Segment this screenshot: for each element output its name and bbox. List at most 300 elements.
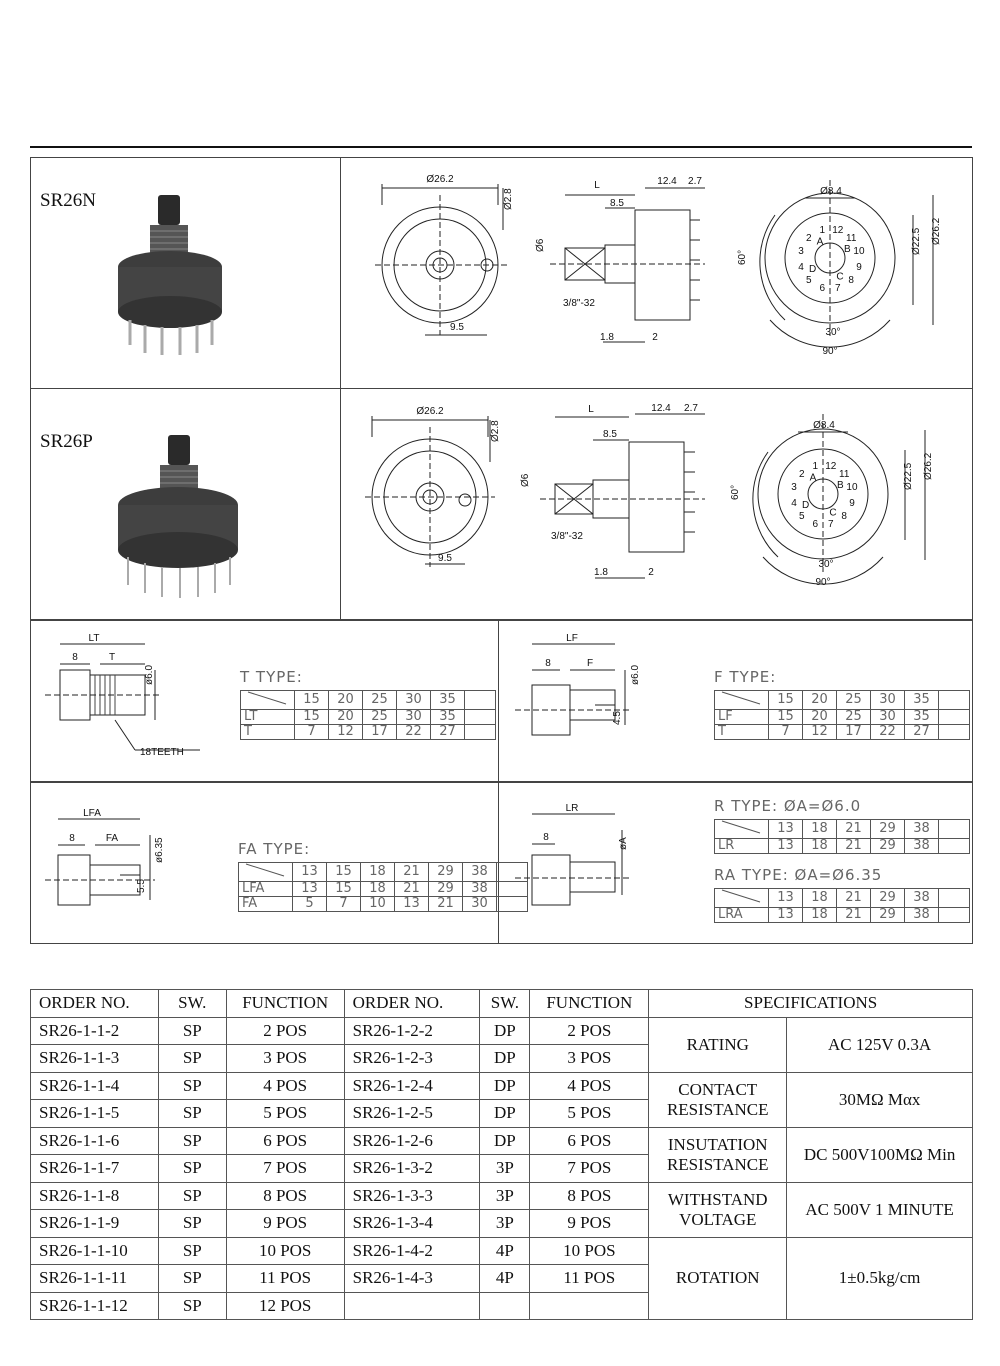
switch-type: 4P xyxy=(480,1265,530,1293)
option-cell: 7 xyxy=(769,725,803,740)
dim-d6: Ø6 xyxy=(535,238,546,252)
option-cell: 13 xyxy=(769,839,803,854)
switch-type: 3P xyxy=(480,1155,530,1183)
option-cell: 18 xyxy=(803,839,837,854)
order-no: SR26-1-1-4 xyxy=(31,1072,159,1100)
option-cell: 21 xyxy=(837,839,871,854)
function: 6 POS xyxy=(226,1127,344,1155)
dim-d22-5: Ø22.5 xyxy=(911,227,922,255)
fa-type-title: FA TYPE: xyxy=(238,840,311,858)
sr26n-photo xyxy=(100,185,250,365)
front-view-p xyxy=(365,406,501,567)
sr26p-label: SR26P xyxy=(40,431,93,452)
order-no: SR26-1-4-2 xyxy=(344,1237,480,1265)
option-blank-cell xyxy=(465,691,496,710)
switch-type: SP xyxy=(158,1127,226,1155)
pin-letter: D xyxy=(802,500,810,511)
option-cell: 38 xyxy=(905,839,939,854)
switch-type: DP xyxy=(480,1045,530,1073)
spec-value: AC 500V 1 MINUTE xyxy=(787,1182,973,1237)
pin-number: 10 xyxy=(846,482,858,494)
dim-r-da: øA xyxy=(618,837,629,850)
pin-number: 7 xyxy=(834,282,841,294)
dim-f-8: 8 xyxy=(545,658,551,669)
switch-type: 4P xyxy=(480,1237,530,1265)
pin-number: 5 xyxy=(806,275,812,287)
pin-number: 8 xyxy=(848,275,854,287)
option-row xyxy=(715,725,970,740)
pin-number: 2 xyxy=(799,468,805,480)
function: 12 POS xyxy=(226,1292,344,1320)
option-cell: 21 xyxy=(429,897,463,912)
function: 4 POS xyxy=(226,1072,344,1100)
pin-letter: C xyxy=(829,507,837,519)
header-cell: FUNCTION xyxy=(530,990,649,1018)
dim-r26-2: Ø26.2 xyxy=(931,217,942,245)
option-cell: 22 xyxy=(397,725,431,740)
option-row-head: LFA xyxy=(239,882,293,897)
t-type-title: T TYPE: xyxy=(240,668,303,686)
option-cell: 30 xyxy=(463,897,497,912)
order-no: SR26-1-1-9 xyxy=(31,1210,159,1238)
function: 10 POS xyxy=(226,1237,344,1265)
pin-number: 4 xyxy=(798,261,804,273)
option-cell: 29 xyxy=(871,839,905,854)
dim-f-d45: 4.5 xyxy=(612,711,623,725)
option-row xyxy=(715,710,970,725)
spec-name: CONTACT RESISTANCE xyxy=(649,1072,787,1127)
ra-type-title: RA TYPE: ØA=Ø6.35 xyxy=(714,866,883,884)
dim-p-d2: 2 xyxy=(648,567,654,578)
option-cell: 38 xyxy=(905,908,939,923)
dim-t-teeth: 18TEETH xyxy=(140,747,184,758)
dim-p-d6: Ø6 xyxy=(520,473,531,487)
option-cell: 25 xyxy=(837,691,871,710)
option-cell: 18 xyxy=(361,882,395,897)
f-type-drawing xyxy=(510,630,670,770)
function xyxy=(530,1292,649,1320)
pin-number: 6 xyxy=(812,518,819,530)
function: 7 POS xyxy=(226,1155,344,1183)
function: 8 POS xyxy=(226,1182,344,1210)
pin-number: 9 xyxy=(856,261,862,273)
switch-type: SP xyxy=(158,1017,226,1045)
function: 2 POS xyxy=(530,1017,649,1045)
switch-type: SP xyxy=(158,1155,226,1183)
pin-letter: C xyxy=(836,271,844,283)
table-row xyxy=(31,1182,973,1210)
option-cell: 7 xyxy=(295,725,329,740)
option-row-head: LT xyxy=(241,710,295,725)
sr26p-photo xyxy=(100,425,250,610)
table-row xyxy=(31,1017,973,1045)
option-row-head xyxy=(715,889,769,908)
pin-labels xyxy=(798,225,865,294)
t-type-drawing xyxy=(40,630,220,770)
dim-t-8: 8 xyxy=(72,652,78,663)
dim-fa-d55: 5.5 xyxy=(136,879,147,893)
pin-number: 12 xyxy=(825,461,837,473)
option-cell: 29 xyxy=(429,863,463,882)
switch-type: SP xyxy=(158,1210,226,1238)
switch-type xyxy=(480,1292,530,1320)
option-cell: 30 xyxy=(397,691,431,710)
spec-name: INSUTATION RESISTANCE xyxy=(649,1127,787,1182)
option-cell: 29 xyxy=(871,889,905,908)
option-cell: 18 xyxy=(361,863,395,882)
top-rule xyxy=(30,146,972,148)
pin-number: 8 xyxy=(841,511,847,523)
option-row xyxy=(239,882,528,897)
r-type-drawing xyxy=(510,800,660,930)
table-row xyxy=(31,1072,973,1100)
option-row xyxy=(715,839,970,854)
header-cell: SW. xyxy=(480,990,530,1018)
pin-letter: B xyxy=(843,244,851,255)
dim-p-d8-4: Ø8.4 xyxy=(813,420,835,431)
order-no: SR26-1-2-3 xyxy=(344,1045,480,1073)
dim-t-d6: ø6.0 xyxy=(144,664,155,685)
header-cell: ORDER NO. xyxy=(344,990,480,1018)
option-cell: 29 xyxy=(871,820,905,839)
option-cell: 35 xyxy=(905,691,939,710)
function: 11 POS xyxy=(226,1265,344,1293)
option-row xyxy=(715,889,970,908)
pin-letter: D xyxy=(809,264,817,275)
function: 10 POS xyxy=(530,1237,649,1265)
option-cell: 18 xyxy=(803,889,837,908)
function: 2 POS xyxy=(226,1017,344,1045)
dim-d8-4: Ø8.4 xyxy=(820,186,842,197)
t-type-table xyxy=(240,690,496,740)
option-cell: 13 xyxy=(395,897,429,912)
option-cell: 15 xyxy=(769,710,803,725)
option-row xyxy=(241,710,496,725)
r-type-title: R TYPE: ØA=Ø6.0 xyxy=(714,797,862,815)
pin-number: 6 xyxy=(819,282,826,294)
option-cell: 30 xyxy=(871,710,905,725)
dim-p-d26-2: Ø26.2 xyxy=(416,406,444,417)
option-row xyxy=(239,863,528,882)
pin-number: 9 xyxy=(849,497,855,509)
order-no: SR26-1-3-4 xyxy=(344,1210,480,1238)
dim-f-f: F xyxy=(586,658,594,669)
option-cell: 38 xyxy=(905,889,939,908)
option-row xyxy=(241,691,496,710)
option-row xyxy=(715,820,970,839)
sr26n-label: SR26N xyxy=(40,190,96,211)
option-cell: 12 xyxy=(329,725,363,740)
table-row xyxy=(31,1127,973,1155)
option-cell: 25 xyxy=(363,710,397,725)
option-cell: 38 xyxy=(463,882,497,897)
option-cell: 15 xyxy=(295,710,329,725)
option-row-head: LF xyxy=(715,710,769,725)
option-cell: 15 xyxy=(769,691,803,710)
order-no: SR26-1-4-3 xyxy=(344,1265,480,1293)
function: 8 POS xyxy=(530,1182,649,1210)
option-row-head: FA xyxy=(239,897,293,912)
pin-number: 3 xyxy=(798,246,804,258)
option-cell: 22 xyxy=(871,725,905,740)
order-no: SR26-1-1-7 xyxy=(31,1155,159,1183)
pin-number: 7 xyxy=(827,518,834,530)
spec-name: RATING xyxy=(649,1017,787,1072)
switch-type: SP xyxy=(158,1237,226,1265)
option-cell: 30 xyxy=(871,691,905,710)
pin-number: 11 xyxy=(839,468,850,480)
function: 11 POS xyxy=(530,1265,649,1293)
order-no: SR26-1-1-11 xyxy=(31,1265,159,1293)
dim-thread: 3/8"-32 xyxy=(563,298,595,309)
pin-number: 3 xyxy=(791,482,797,494)
order-no: SR26-1-2-2 xyxy=(344,1017,480,1045)
pin-number: 10 xyxy=(853,246,865,258)
function: 9 POS xyxy=(530,1210,649,1238)
option-cell: 13 xyxy=(293,882,327,897)
option-cell: 15 xyxy=(295,691,329,710)
dim-p-d2-7: 2.7 xyxy=(684,403,698,414)
dim-fa-fa: FA xyxy=(105,833,119,844)
switch-type: DP xyxy=(480,1072,530,1100)
header-cell: SW. xyxy=(158,990,226,1018)
dim-a30: 30° xyxy=(825,327,841,338)
switch-type: SP xyxy=(158,1045,226,1073)
function: 7 POS xyxy=(530,1155,649,1183)
option-row xyxy=(715,908,970,923)
side-view xyxy=(535,176,705,343)
dim-p-d9-5: 9.5 xyxy=(438,553,452,564)
header-cell: SPECIFICATIONS xyxy=(649,990,973,1018)
dim-lt: LT xyxy=(88,633,100,644)
spec-value: DC 500V100MΩ Min xyxy=(787,1127,973,1182)
function: 3 POS xyxy=(530,1045,649,1073)
option-cell: 21 xyxy=(395,882,429,897)
option-cell: 18 xyxy=(803,908,837,923)
side-view-p xyxy=(520,403,705,578)
dim-p-l: L xyxy=(588,404,594,415)
option-blank-cell xyxy=(939,839,970,854)
front-view xyxy=(375,174,514,335)
dim-t-t: T xyxy=(108,652,116,663)
f-type-title: F TYPE: xyxy=(714,668,777,686)
pin-number: 11 xyxy=(846,232,857,244)
table-row xyxy=(31,1237,973,1265)
dim-p-d2-8: Ø2.8 xyxy=(490,420,501,442)
sr26p-drawings xyxy=(345,392,970,618)
option-row-head xyxy=(239,863,293,882)
option-cell: 20 xyxy=(803,710,837,725)
pin-letter: B xyxy=(836,480,844,491)
option-cell: 27 xyxy=(905,725,939,740)
option-row-head: LRA xyxy=(715,908,769,923)
option-cell: 5 xyxy=(293,897,327,912)
rear-view xyxy=(737,180,942,357)
pin-number: 12 xyxy=(832,225,844,237)
option-cell: 25 xyxy=(837,710,871,725)
option-cell: 18 xyxy=(803,820,837,839)
option-blank-cell xyxy=(939,725,970,740)
option-cell: 7 xyxy=(327,897,361,912)
spec-name: ROTATION xyxy=(649,1237,787,1320)
dim-r-8: 8 xyxy=(543,832,549,843)
option-cell: 13 xyxy=(769,889,803,908)
dim-d1-8: 1.8 xyxy=(600,332,614,343)
option-blank-cell xyxy=(939,691,970,710)
dim-d9-5: 9.5 xyxy=(450,322,464,333)
pin-letter: A xyxy=(816,236,824,248)
function: 5 POS xyxy=(530,1100,649,1128)
switch-type: SP xyxy=(158,1292,226,1320)
ra-type-table xyxy=(714,888,970,923)
dim-a60: 60° xyxy=(737,249,748,265)
option-cell: 38 xyxy=(905,820,939,839)
dim-p-a90: 90° xyxy=(815,577,831,588)
dim-lf: LF xyxy=(566,633,578,644)
switch-type: SP xyxy=(158,1182,226,1210)
option-cell: 21 xyxy=(837,908,871,923)
option-row-head: T xyxy=(715,725,769,740)
dim-lr: LR xyxy=(565,803,579,814)
rear-view-p xyxy=(730,414,934,588)
option-cell: 25 xyxy=(363,691,397,710)
dim-p-d1-8: 1.8 xyxy=(594,567,608,578)
spec-value: 1±0.5kg/cm xyxy=(787,1237,973,1320)
dim-d2-7: 2.7 xyxy=(688,176,702,187)
function: 4 POS xyxy=(530,1072,649,1100)
header-row xyxy=(31,990,973,1018)
pin-number: 5 xyxy=(799,511,805,523)
dim-lfa: LFA xyxy=(83,808,101,819)
pin-number: 4 xyxy=(791,497,797,509)
sr26n-drawings xyxy=(345,160,970,386)
option-row xyxy=(715,691,970,710)
dim-p-d22-5: Ø22.5 xyxy=(903,462,914,490)
function: 5 POS xyxy=(226,1100,344,1128)
option-cell: 29 xyxy=(871,908,905,923)
spec-name: WITHSTAND VOLTAGE xyxy=(649,1182,787,1237)
dim-p-a60: 60° xyxy=(730,484,741,500)
r-type-table xyxy=(714,819,970,854)
switch-type: DP xyxy=(480,1017,530,1045)
switch-type: 3P xyxy=(480,1182,530,1210)
order-no: SR26-1-1-6 xyxy=(31,1127,159,1155)
option-cell: 15 xyxy=(327,863,361,882)
option-cell: 13 xyxy=(769,820,803,839)
pin-number: 2 xyxy=(806,232,812,244)
option-cell: 35 xyxy=(431,710,465,725)
switch-type: DP xyxy=(480,1127,530,1155)
function: 3 POS xyxy=(226,1045,344,1073)
order-no: SR26-1-1-12 xyxy=(31,1292,159,1320)
dim-d2-8: Ø2.8 xyxy=(503,188,514,210)
option-row xyxy=(239,897,528,912)
option-cell: 12 xyxy=(803,725,837,740)
dim-d8-5: 8.5 xyxy=(610,198,624,209)
pin-letter: A xyxy=(809,472,817,484)
option-row-head xyxy=(715,820,769,839)
option-cell: 10 xyxy=(361,897,395,912)
option-cell: 38 xyxy=(463,863,497,882)
header-cell: ORDER NO. xyxy=(31,990,159,1018)
dim-d12-4: 12.4 xyxy=(657,176,677,187)
option-row-head: LR xyxy=(715,839,769,854)
dim-l: L xyxy=(594,180,600,191)
option-cell: 21 xyxy=(837,889,871,908)
dim-d2: 2 xyxy=(652,332,658,343)
option-cell: 20 xyxy=(329,710,363,725)
option-row xyxy=(241,725,496,740)
dim-fa-8: 8 xyxy=(69,833,75,844)
function: 9 POS xyxy=(226,1210,344,1238)
option-blank-cell xyxy=(939,820,970,839)
order-no: SR26-1-3-2 xyxy=(344,1155,480,1183)
order-no: SR26-1-1-2 xyxy=(31,1017,159,1045)
option-cell: 35 xyxy=(431,691,465,710)
switch-type: SP xyxy=(158,1072,226,1100)
header-cell: FUNCTION xyxy=(226,990,344,1018)
order-no: SR26-1-2-4 xyxy=(344,1072,480,1100)
option-cell: 21 xyxy=(395,863,429,882)
option-cell: 15 xyxy=(327,882,361,897)
option-cell: 17 xyxy=(363,725,397,740)
option-blank-cell xyxy=(939,908,970,923)
option-cell: 20 xyxy=(329,691,363,710)
option-blank-cell xyxy=(939,710,970,725)
pin-number: 1 xyxy=(812,461,819,473)
dim-fa-d635: ø6.35 xyxy=(154,837,165,863)
function: 6 POS xyxy=(530,1127,649,1155)
option-cell: 20 xyxy=(803,691,837,710)
option-blank-cell xyxy=(939,889,970,908)
order-no: SR26-1-1-3 xyxy=(31,1045,159,1073)
option-cell: 35 xyxy=(905,710,939,725)
dim-p-r26-2: Ø26.2 xyxy=(923,452,934,480)
dim-p-thread: 3/8"-32 xyxy=(551,531,583,542)
order-no: SR26-1-1-10 xyxy=(31,1237,159,1265)
option-row-head xyxy=(715,691,769,710)
option-cell: 30 xyxy=(397,710,431,725)
switch-type: DP xyxy=(480,1100,530,1128)
fa-type-table xyxy=(238,862,528,912)
order-no: SR26-1-3-3 xyxy=(344,1182,480,1210)
option-cell: 21 xyxy=(837,820,871,839)
option-row-head xyxy=(241,691,295,710)
option-cell: 27 xyxy=(431,725,465,740)
order-no xyxy=(344,1292,480,1320)
dim-p-a30: 30° xyxy=(818,559,834,570)
spec-value: 30MΩ Mαx xyxy=(787,1072,973,1127)
switch-type: SP xyxy=(158,1265,226,1293)
order-no: SR26-1-2-6 xyxy=(344,1127,480,1155)
switch-type: 3P xyxy=(480,1210,530,1238)
order-no: SR26-1-1-5 xyxy=(31,1100,159,1128)
dim-d26-2: Ø26.2 xyxy=(426,174,454,185)
dim-p-d8-5: 8.5 xyxy=(603,429,617,440)
dim-p-d12-4: 12.4 xyxy=(651,403,671,414)
dim-a90: 90° xyxy=(822,346,838,357)
option-cell: 29 xyxy=(429,882,463,897)
pin-labels xyxy=(791,461,858,530)
spec-value: AC 125V 0.3A xyxy=(787,1017,973,1072)
fa-type-drawing xyxy=(40,805,200,935)
order-no: SR26-1-1-8 xyxy=(31,1182,159,1210)
order-no: SR26-1-2-5 xyxy=(344,1100,480,1128)
f-type-table xyxy=(714,690,970,740)
order-spec-table xyxy=(30,989,973,1320)
switch-type: SP xyxy=(158,1100,226,1128)
pin-number: 1 xyxy=(819,225,826,237)
